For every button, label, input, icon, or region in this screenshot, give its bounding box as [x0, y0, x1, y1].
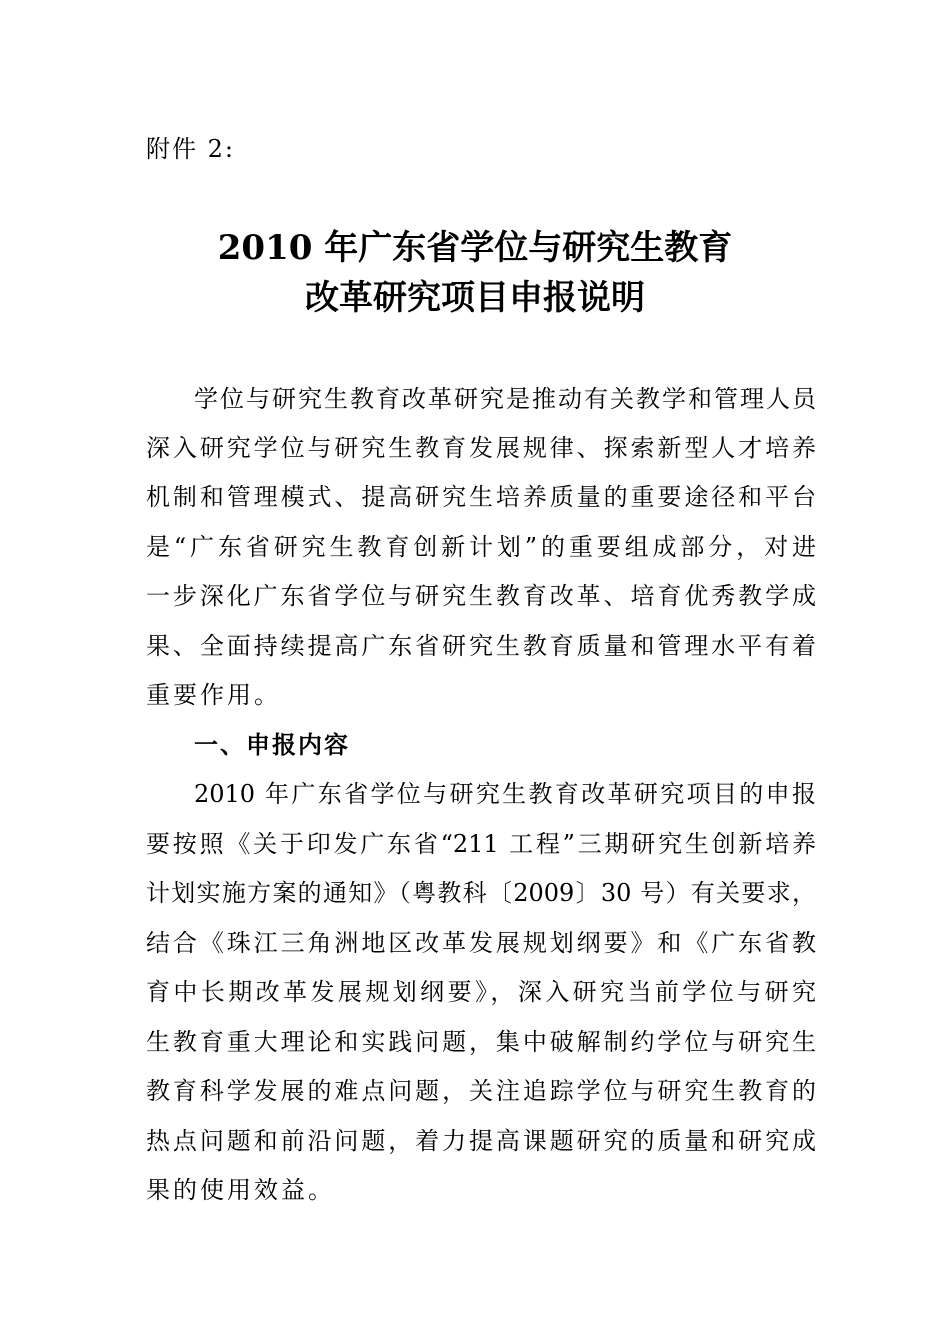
- section-paragraph-line: 要按照《关于印发广东省“211 工程”三期研究生创新培养: [146, 830, 816, 858]
- section-paragraph-line: 果的使用效益。: [146, 1176, 335, 1204]
- document-title-line-2: 改革研究项目申报说明: [305, 278, 645, 318]
- section-heading: 一、申报内容: [194, 731, 350, 759]
- section-paragraph-line: 教育科学发展的难点问题，关注追踪学位与研究生教育的: [146, 1077, 816, 1105]
- section-paragraph-line: 热点问题和前沿问题，着力提高课题研究的质量和研究成: [146, 1127, 816, 1155]
- document-title-line-1: 2010 年广东省学位与研究生教育: [217, 228, 733, 268]
- intro-paragraph-line: 是“广东省研究生教育创新计划”的重要组成部分，对进: [146, 533, 816, 561]
- intro-paragraph-line: 学位与研究生教育改革研究是推动有关教学和管理人员: [194, 385, 816, 413]
- attachment-label: 附件 2:: [146, 135, 235, 163]
- section-paragraph-line: 计划实施方案的通知》（粤教科〔2009〕30 号）有关要求，: [146, 879, 816, 907]
- intro-paragraph-line: 深入研究学位与研究生教育发展规律、探索新型人才培养: [146, 434, 816, 462]
- section-paragraph-line: 2010 年广东省学位与研究生教育改革研究项目的申报: [194, 780, 816, 808]
- section-paragraph-line: 结合《珠江三角洲地区改革发展规划纲要》和《广东省教: [146, 929, 816, 957]
- intro-paragraph-line: 果、全面持续提高广东省研究生教育质量和管理水平有着: [146, 632, 816, 660]
- section-paragraph-line: 育中长期改革发展规划纲要》，深入研究当前学位与研究: [146, 978, 816, 1006]
- intro-paragraph-line: 重要作用。: [146, 681, 281, 709]
- intro-paragraph-line: 一步深化广东省学位与研究生教育改革、培育优秀教学成: [146, 582, 816, 610]
- section-paragraph-line: 生教育重大理论和实践问题，集中破解制约学位与研究生: [146, 1028, 816, 1056]
- intro-paragraph-line: 机制和管理模式、提高研究生培养质量的重要途径和平台: [146, 483, 816, 511]
